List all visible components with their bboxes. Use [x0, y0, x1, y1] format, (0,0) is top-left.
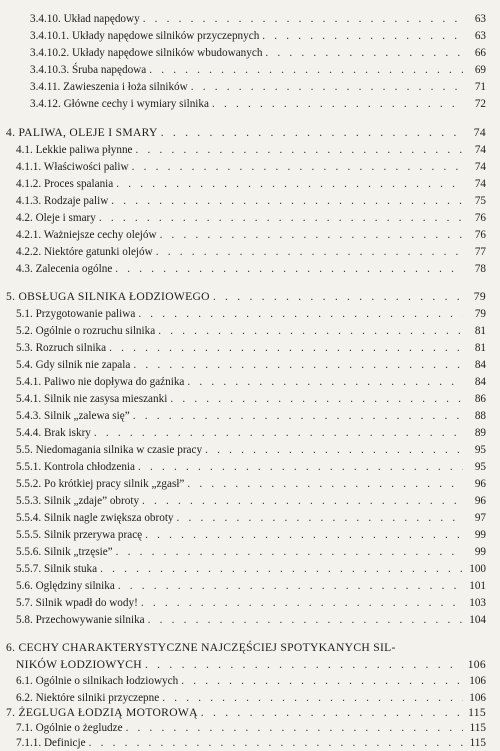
toc-title: Silnik stuka — [43, 563, 98, 575]
toc-title: Brak iskry — [43, 427, 91, 439]
toc-number: 4. — [6, 126, 16, 139]
toc-title: Definicje — [43, 737, 86, 749]
leader-dots — [262, 29, 463, 43]
toc-entry — [30, 63, 486, 77]
toc-title: Główne cechy i wymiary silnika — [63, 98, 209, 110]
toc-title: Oleje i smary — [35, 212, 96, 224]
leader-dots — [94, 426, 463, 440]
toc-number: 5.5.2. — [16, 478, 42, 490]
leader-dots — [205, 443, 463, 457]
toc-number: 4.1.1. — [16, 161, 42, 173]
toc-number: 4.2.1. — [16, 229, 42, 241]
toc-title: Paliwo nie dopływa do gaźnika — [43, 376, 185, 388]
toc-title: Silnik przerywa pracę — [43, 529, 143, 541]
toc-title: Silnik wpadł do wody! — [35, 597, 138, 609]
leader-dots — [126, 721, 463, 735]
toc-page-number: 79 — [473, 290, 486, 303]
toc-number: 5.5.6. — [16, 546, 42, 558]
toc-number: 5.3. — [16, 342, 33, 354]
toc-entry — [16, 613, 486, 627]
leader-dots — [100, 562, 463, 576]
leader-dots — [170, 392, 463, 406]
toc-page-number: 84 — [474, 376, 486, 388]
toc-page-number: 66 — [474, 47, 486, 59]
toc-number: 6.1. — [16, 675, 33, 687]
toc-chapter — [6, 290, 486, 304]
toc-entry — [16, 324, 486, 338]
toc-chapter — [16, 658, 486, 672]
toc-page-number: 106 — [467, 658, 486, 671]
toc-entry — [30, 80, 486, 94]
toc-title: Układ napędowy — [63, 13, 140, 25]
toc-page-number: 81 — [474, 325, 486, 337]
toc-page-number: 106 — [469, 675, 486, 687]
toc-number: 5.7. — [16, 597, 33, 609]
toc-page-number: 88 — [474, 410, 486, 422]
toc-entry — [16, 160, 486, 174]
leader-dots — [149, 63, 463, 77]
toc-entry — [16, 691, 486, 705]
toc-entry — [16, 736, 486, 750]
toc-page-number: 103 — [469, 597, 486, 609]
toc-number: 3.4.10. — [30, 13, 61, 25]
toc-entry — [16, 562, 486, 576]
toc-number: 5.6. — [16, 580, 33, 592]
toc-page-number: 97 — [474, 512, 486, 524]
toc-title: Układy napędowe silników wbudowanych — [71, 47, 263, 59]
leader-dots — [143, 12, 463, 26]
leader-dots — [160, 228, 463, 242]
toc-page-number: 74 — [474, 144, 486, 156]
toc-number: 5.2. — [16, 325, 33, 337]
leader-dots — [187, 477, 463, 491]
toc-title: NIKÓW ŁODZIOWYCH — [16, 658, 142, 671]
leader-dots — [116, 545, 463, 559]
toc-entry — [16, 511, 486, 525]
toc-title: Rozruch silnika — [35, 342, 107, 354]
toc-title: Proces spalania — [43, 178, 114, 190]
toc-page-number: 96 — [474, 495, 486, 507]
leader-dots — [133, 358, 463, 372]
toc-entry — [16, 341, 486, 355]
toc-title: Śruba napędowa — [71, 64, 147, 76]
toc-entry — [16, 426, 486, 440]
toc-page-number: 86 — [474, 393, 486, 405]
toc-page-number: 74 — [474, 178, 486, 190]
toc-number: 5.4.4. — [16, 427, 42, 439]
toc-page-number: 71 — [474, 81, 486, 93]
leader-dots — [109, 341, 463, 355]
toc-entry — [16, 579, 486, 593]
leader-dots — [161, 126, 463, 140]
toc-number: 6.2. — [16, 692, 33, 704]
toc-page-number: 95 — [474, 461, 486, 473]
toc-title: Zawieszenia i łoża silników — [63, 81, 188, 93]
toc-number: 7.1.1. — [16, 737, 42, 749]
toc-number: 5.5.4. — [16, 512, 42, 524]
toc-number: 4.2. — [16, 212, 33, 224]
toc-number: 3.4.10.2. — [30, 47, 70, 59]
toc-title: Silnik nagle zwiększa obroty — [43, 512, 174, 524]
toc-page-number: 104 — [469, 614, 486, 626]
toc-number: 5. — [6, 290, 16, 303]
toc-entry — [16, 494, 486, 508]
toc-entry — [16, 596, 486, 610]
leader-dots — [116, 177, 463, 191]
toc-title: PALIWA, OLEJE I SMARY — [18, 126, 158, 139]
leader-dots — [111, 194, 463, 208]
leader-dots — [265, 46, 463, 60]
toc-number: 5.4.3. — [16, 410, 42, 422]
leader-dots — [133, 409, 463, 423]
toc-entry — [16, 528, 486, 542]
toc-entry — [30, 46, 486, 60]
toc-title: Silnik „trzęsie” — [43, 546, 113, 558]
toc-page-number: 74 — [473, 126, 486, 139]
toc-title: Przechowywanie silnika — [35, 614, 145, 626]
toc-number: 3.4.10.1. — [30, 30, 70, 42]
toc-title: Lekkie paliwa płynne — [35, 144, 133, 156]
toc-number: 5.5.3. — [16, 495, 42, 507]
leader-dots — [145, 658, 463, 672]
toc-title: Niektóre silniki przyczepne — [35, 692, 160, 704]
toc-page-number: 84 — [474, 359, 486, 371]
toc-chapter-line1 — [6, 641, 396, 655]
toc-entry — [16, 392, 486, 406]
toc-entry — [16, 143, 486, 157]
toc-number: 5.4.1. — [16, 393, 42, 405]
toc-entry — [16, 443, 486, 457]
toc-page-number: 96 — [474, 478, 486, 490]
toc-number: 4.1.2. — [16, 178, 42, 190]
leader-dots — [89, 736, 463, 750]
toc-page-number: 101 — [469, 580, 486, 592]
toc-title: Silnik nie zasysa mieszanki — [43, 393, 168, 405]
toc-entry — [16, 460, 486, 474]
leader-dots — [141, 596, 463, 610]
leader-dots — [162, 691, 463, 705]
leader-dots — [138, 460, 463, 474]
toc-entry — [16, 177, 486, 191]
leader-dots — [187, 375, 463, 389]
toc-page-number: 99 — [474, 529, 486, 541]
toc-title: Niektóre gatunki olejów — [43, 246, 153, 258]
toc-number: 3.4.10.3. — [30, 64, 70, 76]
toc-page-number: 74 — [474, 161, 486, 173]
toc-page-number: 81 — [474, 342, 486, 354]
toc-page-number: 76 — [474, 212, 486, 224]
toc-title: Ogólnie o silnikach łodziowych — [35, 675, 179, 687]
toc-title: Niedomagania silnika w czasie pracy — [35, 444, 203, 456]
leader-dots — [201, 706, 463, 720]
leader-dots — [156, 245, 463, 259]
toc-entry — [16, 477, 486, 491]
toc-entry — [16, 211, 486, 225]
toc-number: 5.5.7. — [16, 563, 42, 575]
leader-dots — [142, 494, 463, 508]
toc-entry — [16, 358, 486, 372]
toc-title: Rodzaje paliw — [43, 195, 109, 207]
toc-page-number: 115 — [469, 722, 486, 734]
toc-page-number: 115 — [468, 706, 486, 719]
leader-dots — [181, 674, 463, 688]
toc-page-number: 106 — [469, 692, 486, 704]
toc-chapter — [6, 126, 486, 140]
toc-number: 4.2.2. — [16, 246, 42, 258]
toc-entry — [16, 674, 486, 688]
leader-dots — [191, 80, 463, 94]
toc-page-number: 77 — [474, 246, 486, 258]
leader-dots — [118, 579, 463, 593]
leader-dots — [136, 143, 463, 157]
toc-entry — [16, 245, 486, 259]
toc-title: Silnik „zdaje” obroty — [43, 495, 140, 507]
toc-number: 3.4.11. — [30, 81, 61, 93]
toc-title: CECHY CHARAKTERYSTYCZNE NAJCZĘŚCIEJ SPOTYKANYCH SIL- — [18, 641, 396, 654]
toc-chapter — [6, 706, 486, 720]
toc-title: Zalecenia ogólne — [35, 263, 113, 275]
toc-title: Ogólnie o rozruchu silnika — [35, 325, 156, 337]
toc-entry — [16, 194, 486, 208]
toc-title: Właściwości paliw — [43, 161, 129, 173]
toc-page-number: 115 — [469, 737, 486, 749]
leader-dots — [115, 262, 463, 276]
toc-title: Układy napędowe silników przyczepnych — [71, 30, 260, 42]
toc-title: Po krótkiej pracy silnik „zgasł” — [43, 478, 185, 490]
leader-dots — [158, 324, 463, 338]
toc-number: 5.5.1. — [16, 461, 42, 473]
toc-page-number: 63 — [474, 13, 486, 25]
toc-page-number: 63 — [474, 30, 486, 42]
toc-title: Gdy silnik nie zapala — [35, 359, 131, 371]
toc-number: 4.1.3. — [16, 195, 42, 207]
toc-number: 5.1. — [16, 308, 33, 320]
toc-entry — [16, 545, 486, 559]
leader-dots — [138, 307, 463, 321]
toc-page-number: 78 — [474, 263, 486, 275]
toc-title: OBSŁUGA SILNIKA ŁODZIOWEGO — [18, 290, 210, 303]
toc-page-number: 76 — [474, 229, 486, 241]
toc-title: Kontrola chłodzenia — [43, 461, 135, 473]
toc-title: Przygotowanie paliwa — [35, 308, 136, 320]
toc-page-number: 72 — [474, 98, 486, 110]
toc-page-number: 75 — [474, 195, 486, 207]
toc-number: 7.1. — [16, 722, 33, 734]
toc-number: 5.8. — [16, 614, 33, 626]
toc-title: Oględziny silnika — [35, 580, 115, 592]
toc-number: 6. — [6, 641, 16, 654]
leader-dots — [132, 160, 463, 174]
toc-entry — [16, 375, 486, 389]
toc-entry — [16, 721, 486, 735]
leader-dots — [148, 613, 463, 627]
toc-page-number: 95 — [474, 444, 486, 456]
leader-dots — [212, 97, 463, 111]
leader-dots — [213, 290, 463, 304]
leader-dots — [145, 528, 463, 542]
toc-page-number: 99 — [474, 546, 486, 558]
toc-page-number: 79 — [474, 308, 486, 320]
toc-title: ŻEGLUGA ŁODZIĄ MOTOROWĄ — [18, 706, 198, 719]
toc-entry — [16, 307, 486, 321]
toc-entry — [30, 29, 486, 43]
toc-page-number: 69 — [474, 64, 486, 76]
toc-number: 7. — [6, 706, 16, 719]
toc-title: Ważniejsze cechy olejów — [43, 229, 157, 241]
toc-number: 5.4. — [16, 359, 33, 371]
toc-entry — [16, 228, 486, 242]
leader-dots — [99, 211, 463, 225]
toc-number: 5.5.5. — [16, 529, 42, 541]
toc-page-number: 100 — [469, 563, 486, 575]
toc-entry — [30, 12, 486, 26]
toc-number: 5.4.1. — [16, 376, 42, 388]
toc-entry — [16, 262, 486, 276]
toc-number: 3.4.12. — [30, 98, 61, 110]
toc-page-number: 89 — [474, 427, 486, 439]
toc-number: 4.3. — [16, 263, 33, 275]
toc-title: Ogólnie o żegludze — [35, 722, 123, 734]
toc-number: 4.1. — [16, 144, 33, 156]
toc-title: Silnik „zalewa się” — [43, 410, 130, 422]
leader-dots — [177, 511, 463, 525]
toc-entry — [16, 409, 486, 423]
toc-number: 5.5. — [16, 444, 33, 456]
toc-entry — [30, 97, 486, 111]
